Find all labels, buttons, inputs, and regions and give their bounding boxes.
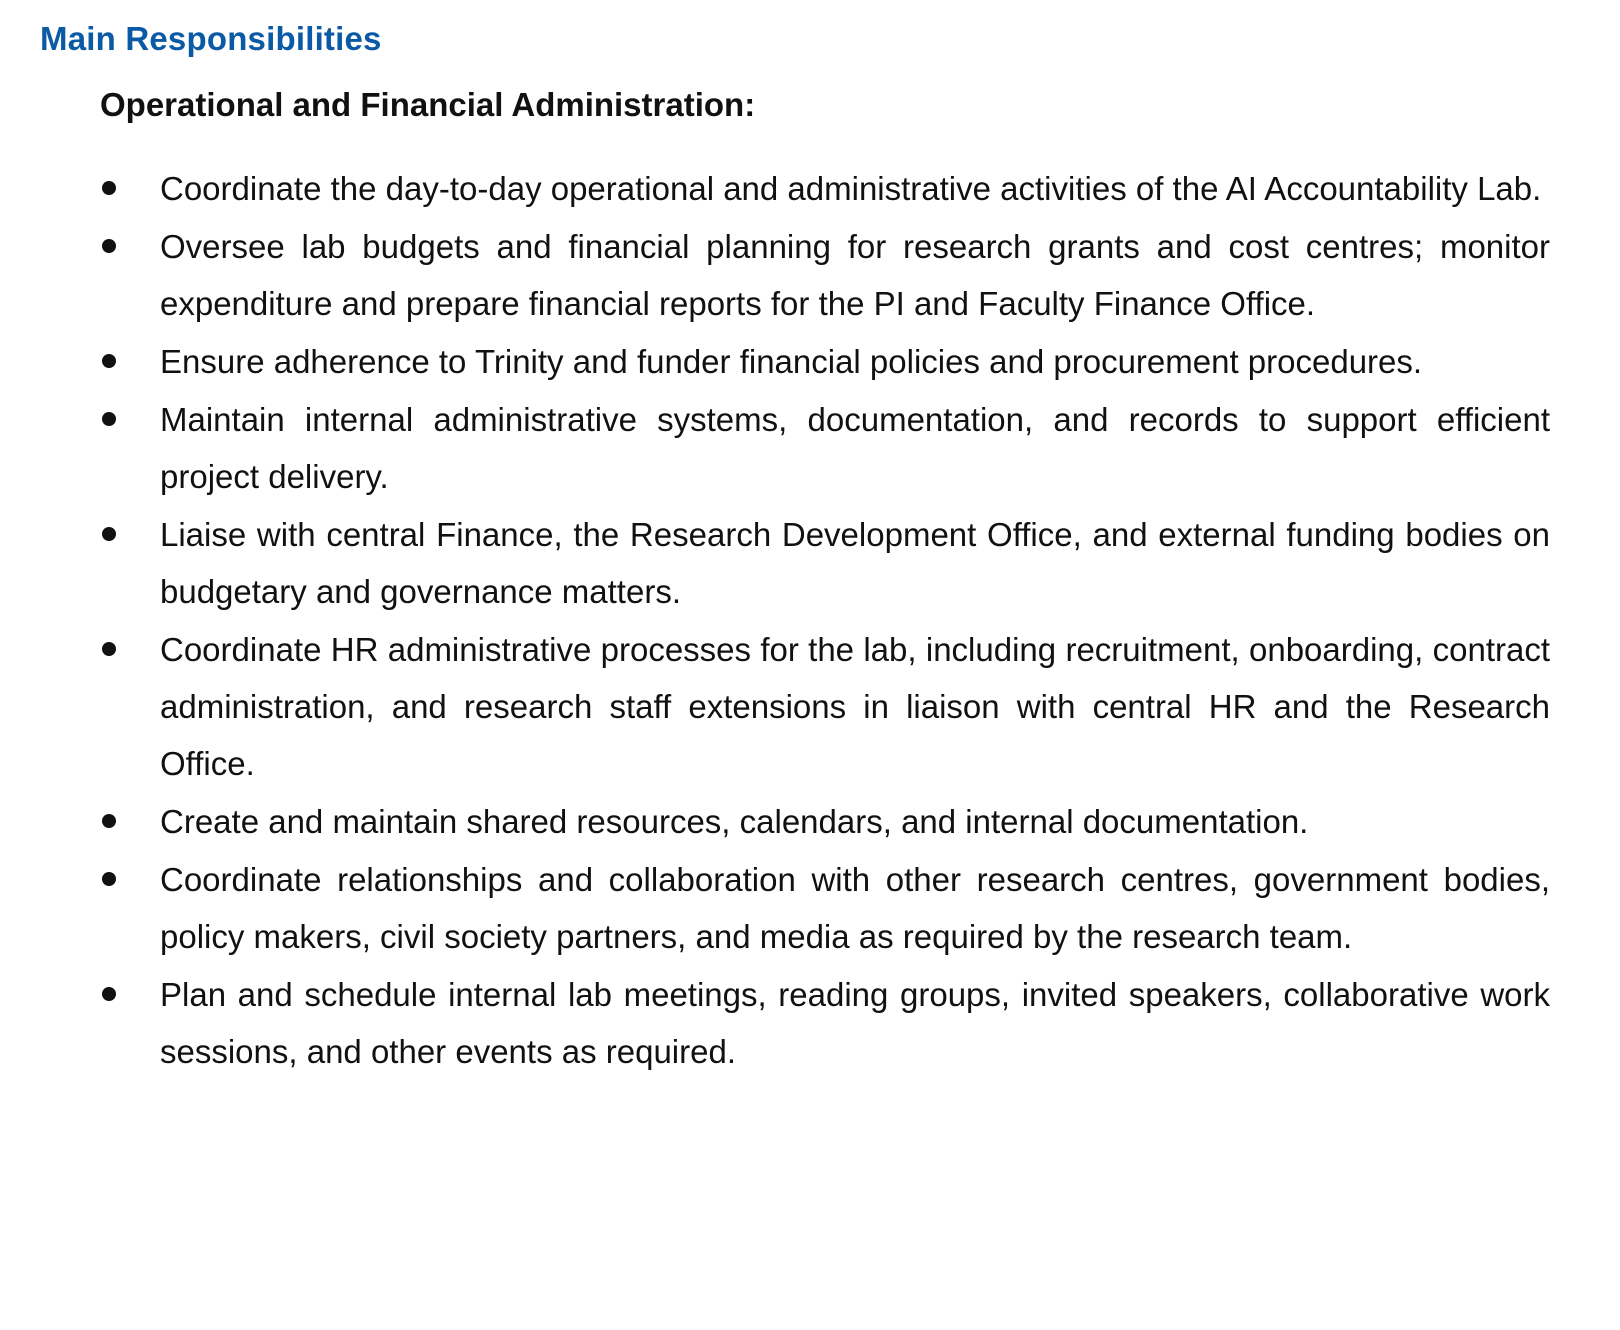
bullet-icon: [102, 354, 116, 368]
list-item: [100, 391, 1550, 505]
list-item: [100, 621, 1550, 792]
bullet-icon: [102, 239, 116, 253]
bullet-icon: [102, 412, 116, 426]
list-item: [100, 966, 1550, 1080]
list-item: [100, 160, 1550, 217]
list-item-text: Oversee lab budgets and financial planning for research grants and cost centres; monitor expenditure and prepare financial reports for the PI and Faculty Finance Office.: [160, 228, 1550, 322]
responsibilities-list: [100, 160, 1550, 1081]
list-item-text: Coordinate relationships and collaboration with other research centres, government bodies, policy makers, civil society partners, and media as required by the research team.: [160, 861, 1550, 955]
section-heading: Main Responsibilities: [40, 20, 382, 57]
list-item: [100, 793, 1550, 850]
list-item: [100, 333, 1550, 390]
bullet-icon: [102, 527, 116, 541]
list-item-text: Liaise with central Finance, the Research Development Office, and external funding bodies on budgetary and governance matters.: [160, 516, 1550, 610]
bullet-icon: [102, 987, 116, 1001]
list-item-text: Coordinate HR administrative processes for the lab, including recruitment, onboarding, contract administration, and research staff extensions in liaison with central HR and the Research Office.: [160, 631, 1550, 782]
list-item: [100, 506, 1550, 620]
bullet-icon: [102, 814, 116, 828]
list-item-text: Plan and schedule internal lab meetings, reading groups, invited speakers, collaborative work sessions, and other events as required.: [160, 976, 1550, 1070]
list-item-text: Ensure adherence to Trinity and funder financial policies and procurement procedures.: [160, 343, 1423, 380]
list-item-text: Create and maintain shared resources, calendars, and internal documentation.: [160, 803, 1309, 840]
bullet-icon: [102, 181, 116, 195]
list-item: [100, 851, 1550, 965]
bullet-icon: [102, 642, 116, 656]
subsection-heading: Operational and Financial Administration:: [100, 86, 756, 123]
list-item-text: Coordinate the day-to-day operational and administrative activities of the AI Accountability Lab.: [160, 170, 1542, 207]
bullet-icon: [102, 872, 116, 886]
list-item-text: Maintain internal administrative systems, documentation, and records to support efficient project delivery.: [160, 401, 1550, 495]
list-item: [100, 218, 1550, 332]
